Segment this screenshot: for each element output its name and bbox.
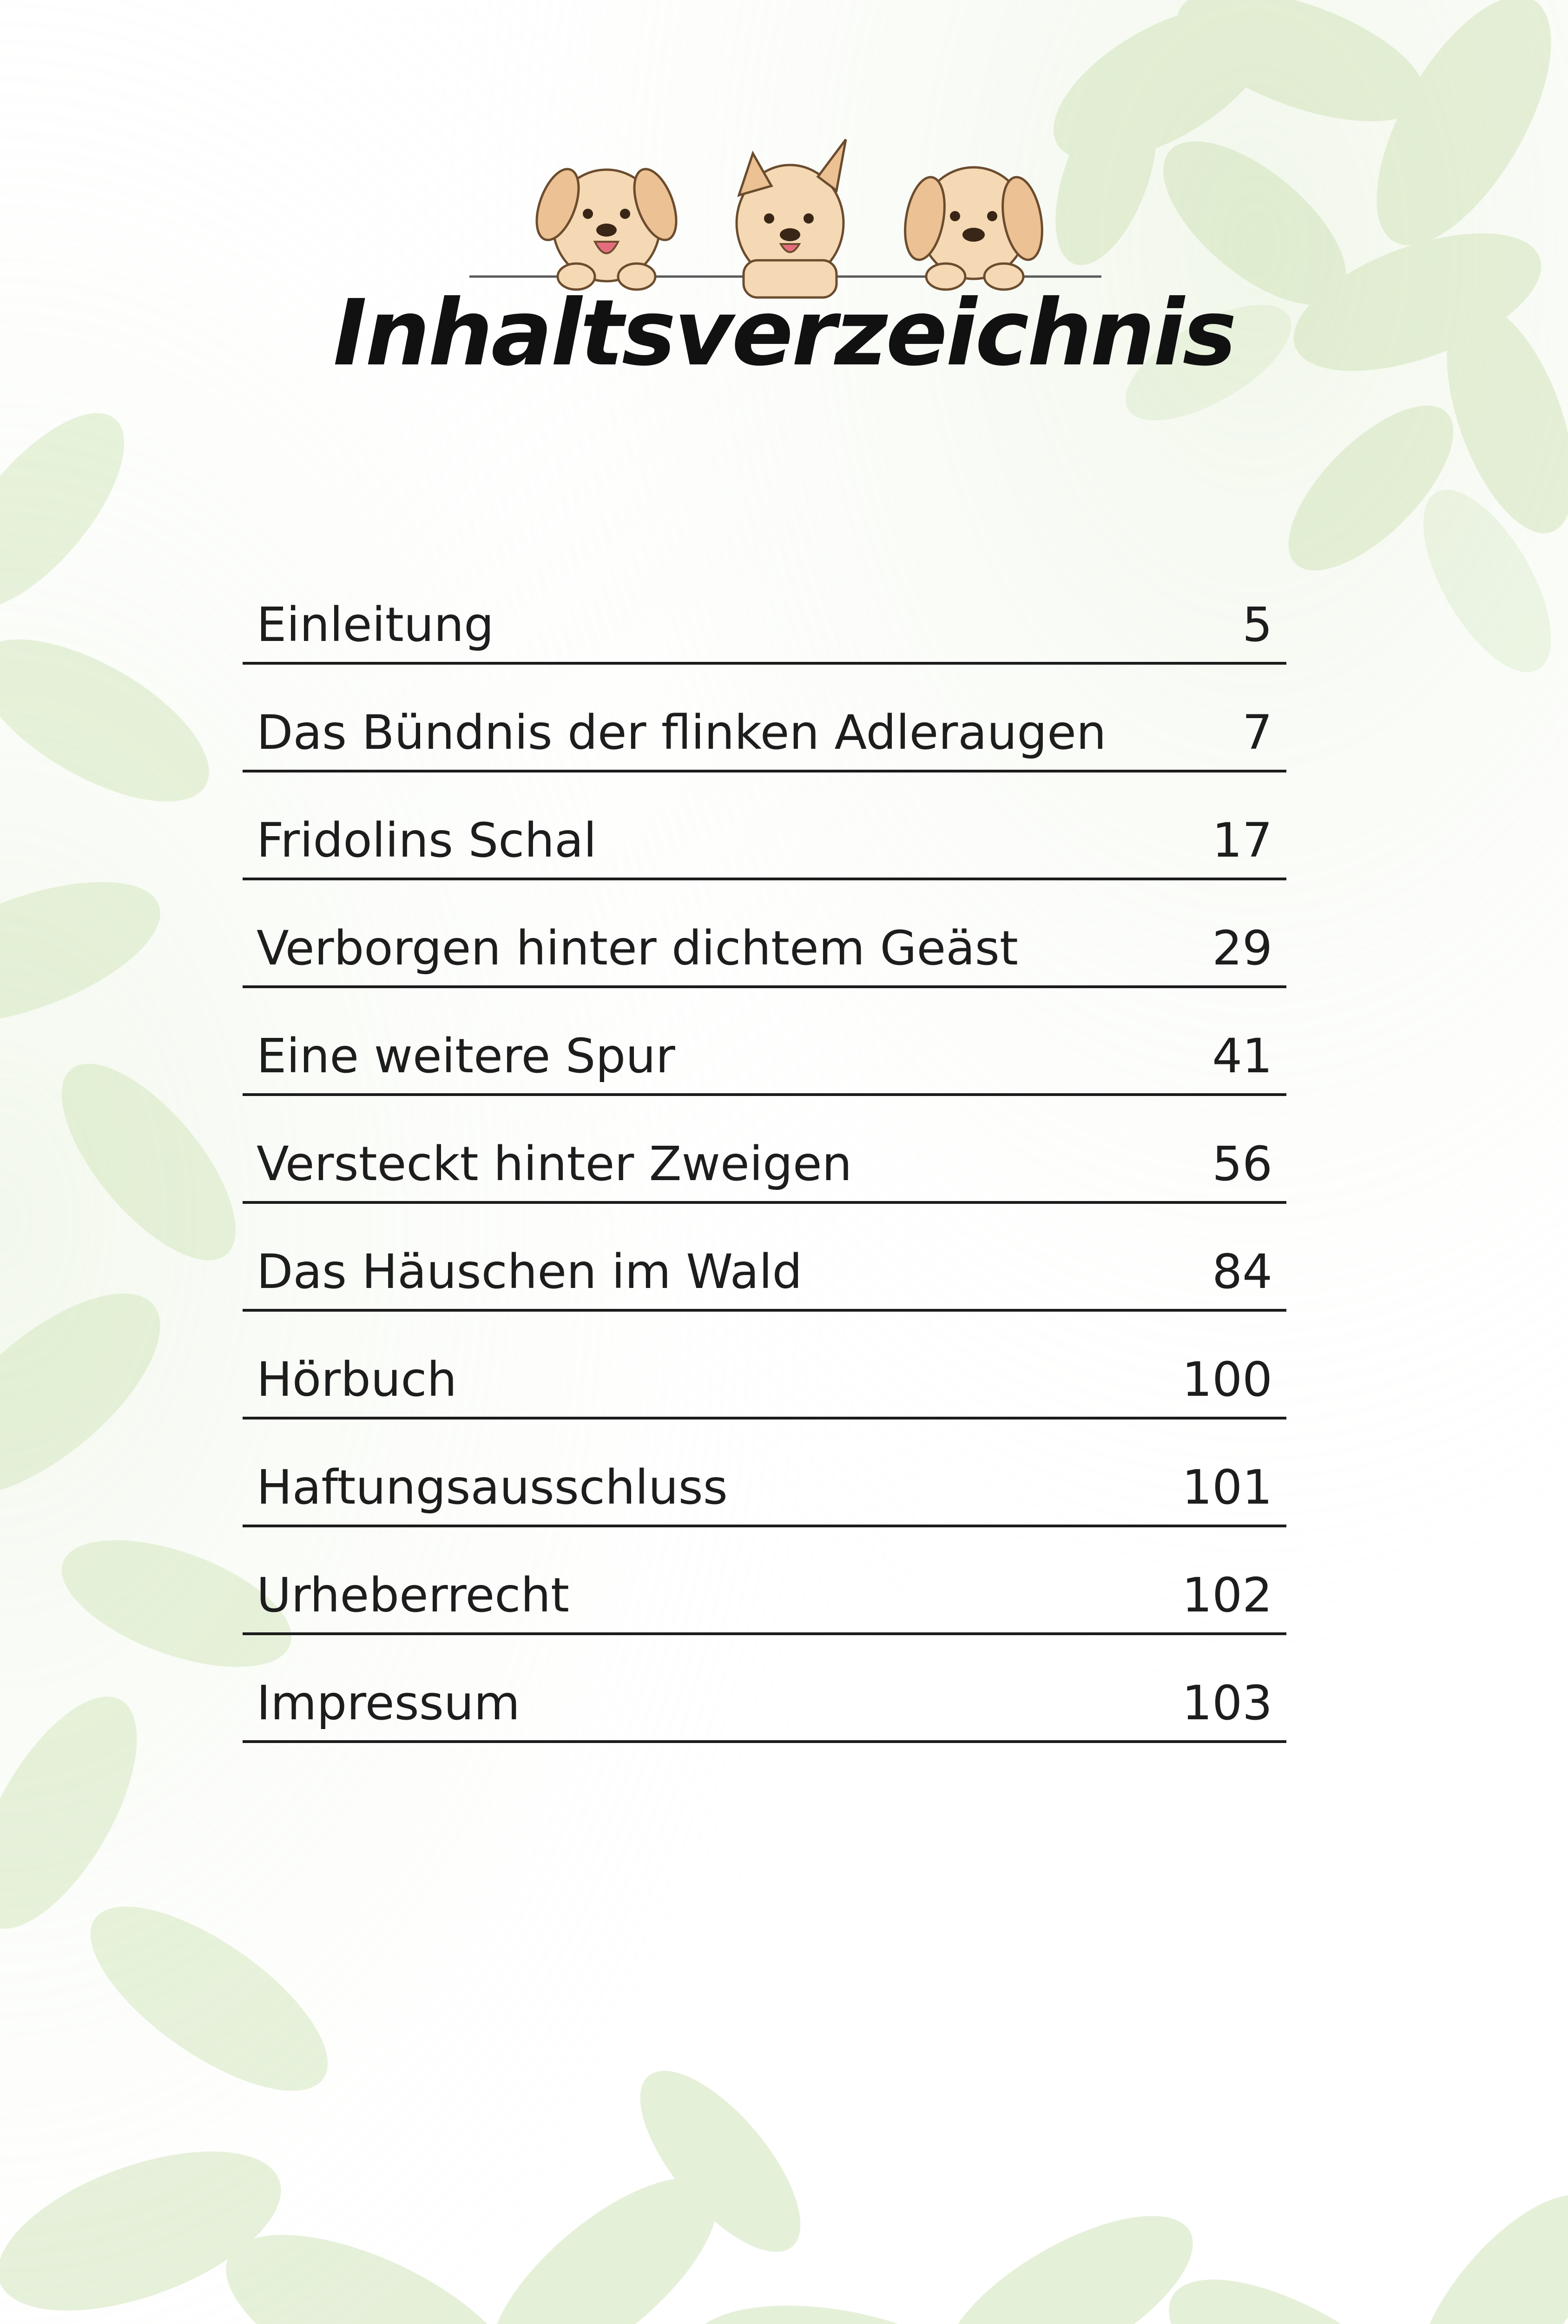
toc-entry-page: 102 [1182, 1568, 1272, 1623]
toc-entry-page: 29 [1212, 921, 1272, 976]
puppy-left-icon [528, 164, 685, 290]
toc-entry-page: 17 [1212, 813, 1272, 868]
toc-entry[interactable] [243, 1529, 1286, 1635]
toc-entry-page: 84 [1212, 1244, 1272, 1300]
page-title: Inhaltsverzeichnis [333, 280, 1235, 386]
toc-entry-page: 41 [1212, 1029, 1272, 1084]
toc-entry-label: Fridolins Schal [257, 813, 597, 868]
toc-entry[interactable] [243, 774, 1286, 880]
toc-entry-label: Impressum [257, 1676, 520, 1731]
puppy-right-icon [899, 167, 1048, 290]
toc-entry[interactable] [243, 572, 1286, 665]
toc-entry-label: Hörbuch [257, 1352, 457, 1407]
toc-entry[interactable] [243, 1637, 1286, 1743]
toc-entry-page: 103 [1182, 1676, 1272, 1731]
toc-entry[interactable] [243, 1098, 1286, 1204]
toc-entry-label: Das Bündnis der flinken Adleraugen [257, 705, 1107, 760]
toc-entry-page: 56 [1212, 1136, 1272, 1192]
toc-entry-page: 5 [1242, 597, 1272, 653]
toc-entry-label: Das Häuschen im Wald [257, 1244, 803, 1300]
toc-entry-label: Verborgen hinter dichtem Geäst [257, 921, 1018, 976]
table-of-contents [243, 572, 1286, 1743]
toc-entry-label: Eine weitere Spur [257, 1029, 675, 1084]
toc-entry[interactable] [243, 882, 1286, 988]
toc-entry-page: 7 [1242, 705, 1272, 760]
toc-entry-page: 100 [1182, 1352, 1272, 1407]
toc-entry[interactable] [243, 1206, 1286, 1312]
puppy-middle-icon [737, 139, 846, 297]
toc-entry-label: Versteckt hinter Zweigen [257, 1136, 852, 1192]
toc-entry[interactable] [243, 990, 1286, 1096]
toc-entry[interactable] [243, 667, 1286, 772]
toc-entry-page: 101 [1182, 1460, 1272, 1515]
toc-entry-label: Urheberrecht [257, 1568, 570, 1623]
toc-entry-label: Haftungsausschluss [257, 1460, 728, 1515]
toc-entry[interactable] [243, 1421, 1286, 1527]
toc-entry-label: Einleitung [257, 597, 494, 653]
toc-entry[interactable] [243, 1314, 1286, 1419]
